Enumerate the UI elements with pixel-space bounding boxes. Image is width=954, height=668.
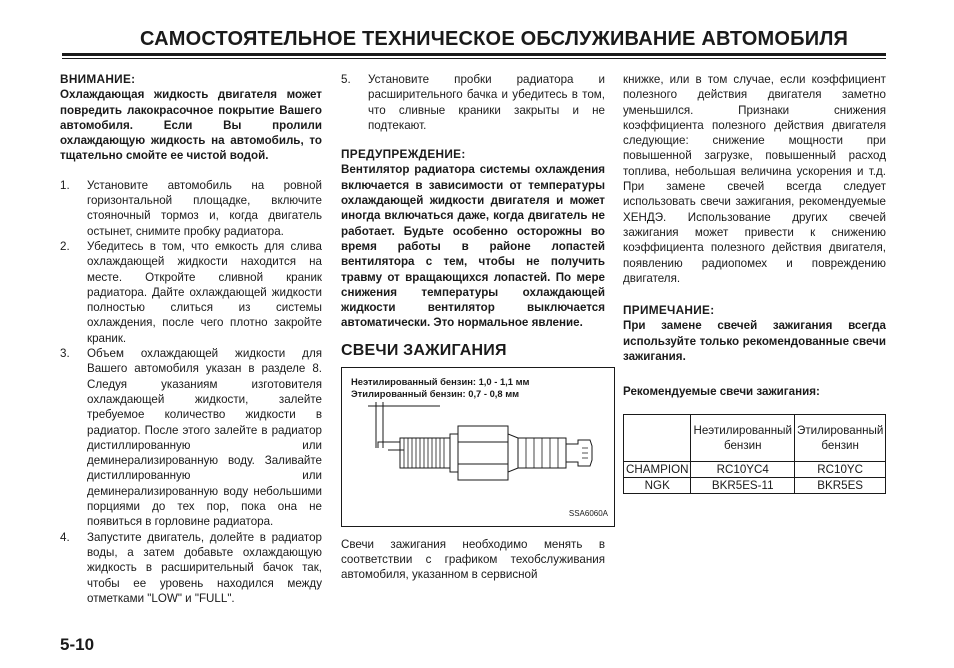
column-middle bbox=[341, 72, 608, 583]
column-left bbox=[60, 72, 322, 606]
table-cell-leaded: RC10YC bbox=[794, 461, 885, 477]
spacer bbox=[623, 286, 886, 303]
warning-text: Вентилятор радиатора системы охлаждения включается в зависимости от температуры охлаждающей жидкости двигателя и может иногда включаться даже, когда двигатель не работает. Будьте особенно осторожны во время работы в районе лопастей вентилятора с тем, чтобы не получить травму от вращающихся лопастей. По мере снижения температуры охлаждающей жидкости вентилятор выключается автоматически. Это нормальное явление. bbox=[341, 163, 605, 330]
spark-intro-text: Свечи зажигания необходимо менять в соответствии с графиком техобслуживания автомобиля, указанном в сервисной bbox=[341, 537, 605, 582]
step-item bbox=[60, 530, 322, 606]
page-title: САМОСТОЯТЕЛЬНОЕ ТЕХНИЧЕСКОЕ ОБСЛУЖИВАНИЕ АВТОМОБИЛЯ bbox=[140, 28, 849, 50]
step-number: 3. bbox=[60, 347, 70, 361]
step-number: 2. bbox=[60, 239, 70, 253]
attention-heading: ВНИМАНИЕ: bbox=[60, 72, 136, 86]
step-text: Запустите двигатель, долейте в радиатор воды, а затем добавьте охлаждающую жидкость в расширительный бачок так, чтобы ее уровень находился между отметками "LOW" и "FULL". bbox=[87, 530, 322, 605]
step-number: 1. bbox=[60, 178, 70, 192]
warning-heading: ПРЕДУПРЕЖДЕНИЕ: bbox=[341, 147, 466, 162]
step-text: Установите пробки радиатора и расширительного бачка и убедитесь в том, что сливные краники закрыты и не подтекают. bbox=[368, 73, 605, 132]
table-caption: Рекомендуемые свечи зажигания: bbox=[623, 385, 820, 399]
table-cell-unleaded: RC10YC4 bbox=[691, 461, 795, 477]
table-row bbox=[624, 461, 886, 477]
step-text: Объем охлаждающей жидкости для Вашего автомобиля указан в разделе 8. Следуя указаниям изготовителя охлаждающей жидкости, залейте требуемое количество жидкости в радиатор. После этого залейте в радиатор дистиллированную или деминерализированную воду. Заливайте дистиллированную или деминерализированную воду небольшими порциями до тех пор, пока она не появиться в горловине радиатора. bbox=[87, 347, 322, 529]
table-cell-leaded: BKR5ES bbox=[794, 477, 885, 493]
table-cell-brand: NGK bbox=[624, 477, 691, 493]
table-cell-brand: CHAMPION bbox=[624, 461, 691, 477]
section-title-spark-plugs: СВЕЧИ ЗАЖИГАНИЯ bbox=[341, 341, 507, 359]
note-heading: ПРИМЕЧАНИЕ: bbox=[623, 303, 715, 318]
title-rule-thick bbox=[62, 53, 886, 56]
spark-plug-figure bbox=[341, 367, 615, 527]
steps-list-1-4 bbox=[60, 178, 322, 606]
table-header-cell: Неэтилированный бензин bbox=[691, 414, 795, 461]
table-cell-unleaded: BKR5ES-11 bbox=[691, 477, 795, 493]
figure-code: SSA6060A bbox=[568, 509, 608, 519]
spark-plug-drawing bbox=[342, 398, 614, 508]
table-header-cell bbox=[624, 414, 691, 461]
table-row bbox=[624, 477, 886, 493]
title-rule-thin bbox=[62, 58, 886, 59]
step-item bbox=[60, 346, 322, 530]
step-text: Убедитесь в том, что емкость для слива охлаждающей жидкости находится на месте. Откройте сливной краник радиатора. Дайте охлаждающей жидкости полностью слиться из системы охлаждения, после чего плотно закройте краник. bbox=[87, 239, 322, 345]
spacer bbox=[341, 133, 605, 147]
step-item bbox=[341, 72, 605, 133]
step-item bbox=[60, 239, 322, 346]
step-number: 4. bbox=[60, 530, 70, 544]
table-header-cell: Этилированный бензин bbox=[794, 414, 885, 461]
step-number: 5. bbox=[341, 73, 351, 86]
table-header-row bbox=[624, 414, 886, 461]
spark-plug-table bbox=[623, 414, 886, 494]
column-right bbox=[623, 72, 886, 494]
page-number: 5-10 bbox=[60, 635, 95, 654]
attention-text: Охлаждающая жидкость двигателя может повредить лакокрасочное покрытие Вашего автомобиля. Если Вы пролили охлаждающую жидкость на автомобиль, то тщательно смойте ее чистой водой. bbox=[60, 88, 322, 163]
gap-spec-unleaded: Неэтилированный бензин: 1,0 - 1,1 мм bbox=[351, 375, 530, 387]
step-text: Установите автомобиль на ровной горизонтальной площадке, включите стояночный тормоз и, когда двигатель остынет, снимите пробку радиатора. bbox=[87, 178, 322, 238]
spacer bbox=[60, 164, 322, 178]
step-item bbox=[60, 178, 322, 239]
gap-spec-leaded: Этилированный бензин: 0,7 - 0,8 мм bbox=[351, 387, 520, 399]
note-text: При замене свечей зажигания всегда используйте только рекомендованные свечи зажигания. bbox=[623, 319, 886, 364]
steps-list-5 bbox=[341, 72, 605, 133]
spark-body-text: книжке, или в том случае, если коэффициент полезного действия двигателя заметно уменьшился. Признаки снижения коэффициента полезного действия двигателя следующие: снижение мощности при повышенной загрузке, повышенный расход топлива, небольшая величина ускорения и т.д. При замене свечей всегда следует использовать свечи зажигания, рекомендуемые ХЕНДЭ. Использование других свечей зажигания может привести к снижению коэффициента полезного действия двигателя, появлению радиопомех и повреждению двигателя. bbox=[623, 73, 886, 285]
